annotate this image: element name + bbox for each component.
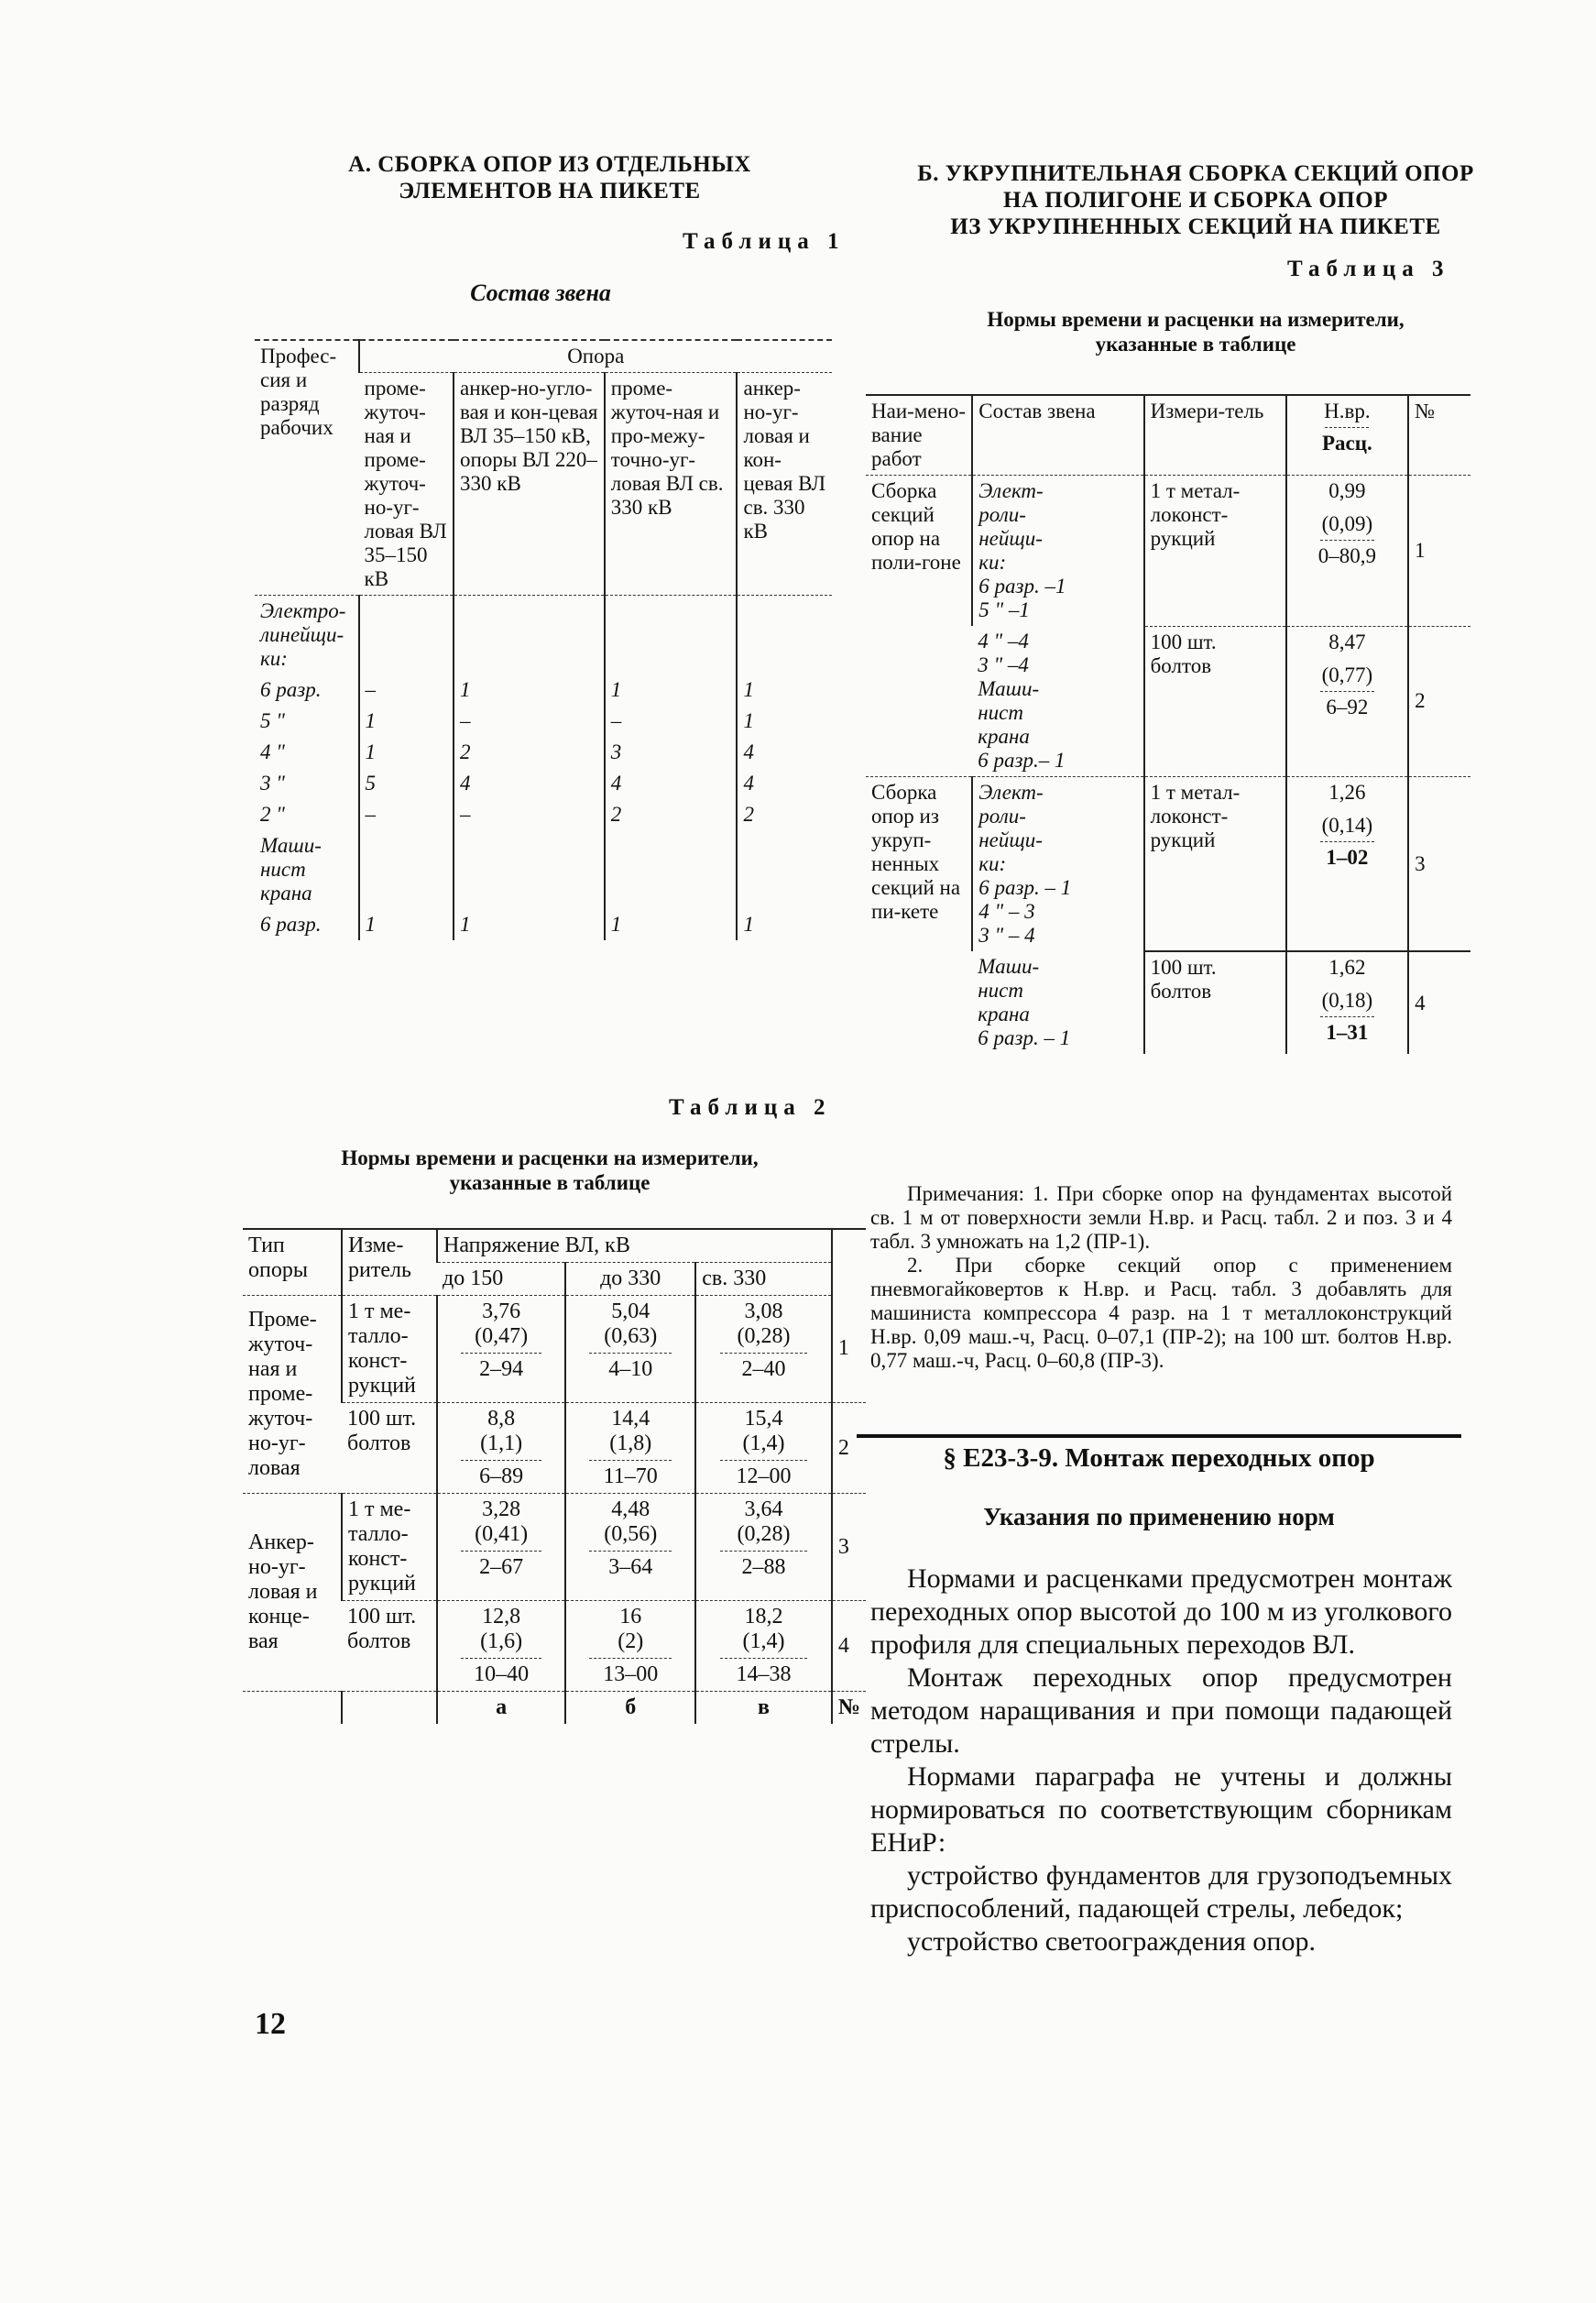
table3-title-line2: указанные в таблице bbox=[1095, 333, 1296, 356]
table1-group-header: Опора bbox=[359, 340, 832, 373]
section-b-heading-line1: Б. УКРУПНИТЕЛЬНАЯ СБОРКА СЕКЦИЙ ОПОР bbox=[917, 161, 1474, 186]
rate-value: 1–02 bbox=[1326, 846, 1369, 869]
table1-cell: 2 bbox=[605, 799, 738, 830]
table3-row-number: 1 bbox=[1408, 476, 1470, 627]
norm-value: 8,8 bbox=[487, 1407, 516, 1431]
norm-value: 1,26 bbox=[1328, 781, 1366, 804]
table2-meter: 1 т ме-талло-конст-рукций bbox=[342, 1494, 437, 1601]
table1-col-header: анкер-но-угло-вая и кон-цевая ВЛ 35–150 кВ, опоры ВЛ 220–330 кВ bbox=[454, 373, 605, 596]
table1-row-label: 3 " bbox=[260, 772, 285, 795]
rate-paren: (0,09) bbox=[1321, 512, 1373, 535]
table3-label: Таблица 3 bbox=[1287, 257, 1450, 281]
section-b-heading-line2: НА ПОЛИГОНЕ И СБОРКА ОПОР bbox=[1003, 188, 1388, 213]
table1-cell: 4 bbox=[737, 737, 832, 768]
table2 bbox=[243, 1228, 866, 1724]
rate-paren: (0,18) bbox=[1321, 989, 1373, 1012]
table2-footer: а bbox=[437, 1692, 565, 1725]
norm-value: 3,08 bbox=[744, 1300, 783, 1323]
table2-meter: 100 шт. болтов bbox=[342, 1403, 437, 1494]
crew-line: 6 разр. – 1 bbox=[978, 1026, 1071, 1049]
crew-line: нист bbox=[978, 701, 1023, 724]
table3-crew bbox=[972, 777, 1143, 952]
rate-paren: (0,77) bbox=[1321, 663, 1373, 686]
table1-cell: 1 bbox=[605, 674, 738, 706]
table1-cell: 1 bbox=[359, 706, 454, 737]
note-1: Примечания: 1. При сборке опор на фундаментах высотой св. 1 м от поверхности земли Н.вр. и Расц. табл. 2 и поз. 3 и 4 табл. 3 умножать на 1,2 (ПР-1). bbox=[870, 1182, 1452, 1253]
table2-row-number: 1 bbox=[832, 1296, 866, 1403]
table1-row-label: 4 " bbox=[260, 740, 285, 763]
table1-cell: – bbox=[454, 706, 605, 737]
rate-paren: (0,14) bbox=[1321, 814, 1373, 837]
table1-col-header: проме-жуточ-ная и проме-жуточ-но-уг-ловая ВЛ 35–150 кВ bbox=[359, 373, 454, 596]
table2-meter: 1 т ме-талло-конст-рукций bbox=[342, 1296, 437, 1403]
table1-cell: – bbox=[359, 674, 454, 706]
norm-value: 4,48 bbox=[611, 1497, 650, 1521]
rate-value: 2–94 bbox=[479, 1357, 524, 1381]
norm-value: 3,76 bbox=[482, 1300, 521, 1323]
paragraph: устройство фундаментов для грузоподъемных приспособлений, падающей стрелы, лебедок; bbox=[870, 1860, 1452, 1924]
rate-value: 0–80,9 bbox=[1317, 544, 1376, 567]
table1-group2-title: Маши-нист крана bbox=[260, 834, 322, 905]
crew-line: 6 разр. – 1 bbox=[978, 876, 1072, 899]
table1-cell: 1 bbox=[605, 909, 738, 940]
table2-row-number: 2 bbox=[832, 1403, 866, 1494]
table1-cell: 1 bbox=[737, 706, 832, 737]
table1-cell: 2 bbox=[737, 799, 832, 830]
rate-paren: (1,8) bbox=[609, 1431, 652, 1455]
notes bbox=[870, 1182, 1452, 1373]
section-e-subheading: Указания по применению норм bbox=[983, 1503, 1335, 1530]
norm-value: 5,04 bbox=[611, 1300, 650, 1323]
crew-line: ки: bbox=[978, 852, 1007, 875]
norm-value: 15,4 bbox=[744, 1407, 783, 1431]
crew-line: 3 " –4 bbox=[978, 653, 1029, 676]
table1-group1-title: Электро-линейщи-ки: bbox=[260, 599, 346, 670]
paragraph: устройство светоограждения опор. bbox=[907, 1926, 1316, 1957]
crew-line: крана bbox=[978, 725, 1030, 748]
paragraph: Нормами параграфа не учтены и должны нормироваться по соответствующим сборникам ЕНиР: bbox=[870, 1761, 1452, 1858]
table1-cell: 1 bbox=[454, 674, 605, 706]
rate-paren: (0,28) bbox=[737, 1324, 791, 1348]
table1-col-header: анкер-но-уг-ловая и кон-цевая ВЛ св. 330 кВ bbox=[737, 373, 832, 596]
rate-paren: (2) bbox=[618, 1629, 644, 1653]
norm-value: 3,28 bbox=[482, 1497, 521, 1521]
table2-header-col: до 150 bbox=[437, 1263, 565, 1296]
crew-line: роли- bbox=[978, 503, 1026, 526]
table1-row-label: 6 разр. bbox=[260, 678, 322, 701]
norm-value: 3,64 bbox=[744, 1497, 783, 1521]
rate-value: 4–10 bbox=[608, 1357, 653, 1381]
table2-title-line2: указанные в таблице bbox=[449, 1171, 650, 1194]
table1-row-label: 6 разр. bbox=[260, 913, 322, 936]
rate-paren: (0,47) bbox=[475, 1324, 529, 1348]
table1-cell: – bbox=[605, 706, 738, 737]
norm-value: 12,8 bbox=[482, 1605, 521, 1629]
table2-label: Таблица 2 bbox=[669, 1095, 832, 1120]
table1-cell: 1 bbox=[359, 737, 454, 768]
table3-work2: Сборка опор из укруп-ненных секций на пи-кете bbox=[871, 781, 961, 923]
table1-cell: 3 bbox=[605, 737, 738, 768]
table2-header-voltage: Напряжение ВЛ, кВ bbox=[437, 1229, 832, 1263]
crew-line: ки: bbox=[978, 551, 1007, 574]
table2-row-number: 4 bbox=[832, 1601, 866, 1692]
table3-header-meter: Измери-тель bbox=[1144, 395, 1286, 476]
crew-line: Элект- bbox=[978, 479, 1044, 502]
table1-cell: 4 bbox=[605, 768, 738, 799]
table2-type1: Проме-жуточ-ная и проме-жуточ-но-уг-ловая bbox=[243, 1296, 342, 1494]
table2-title bbox=[257, 1146, 843, 1195]
table1-cell: – bbox=[359, 799, 454, 830]
table3 bbox=[866, 394, 1470, 1054]
table2-header-col: св. 330 bbox=[695, 1263, 832, 1296]
table1-subtitle: Состав звена bbox=[470, 280, 611, 306]
section-a-heading-line2: ЭЛЕМЕНТОВ НА ПИКЕТЕ bbox=[399, 179, 701, 203]
table1 bbox=[255, 339, 832, 940]
paragraph: Нормами и расценками предусмотрен монтаж переходных опор высотой до 100 м из уголкового профиля для специальных переходов ВЛ. bbox=[870, 1563, 1452, 1660]
table1-cell: 1 bbox=[737, 909, 832, 940]
crew-line: 6 разр. –1 bbox=[978, 575, 1066, 598]
table2-header-meter: Изме-ритель bbox=[342, 1229, 437, 1296]
table2-footer: в bbox=[695, 1692, 832, 1725]
crew-line: 6 разр.– 1 bbox=[978, 749, 1066, 772]
table2-type2: Анкер-но-уг-ловая и конце-вая bbox=[243, 1494, 342, 1692]
table3-work1: Сборка секций опор на поли-гоне bbox=[866, 476, 972, 777]
rate-value: 2–67 bbox=[479, 1555, 524, 1579]
table3-header-norm: Н.вр. bbox=[1324, 400, 1371, 422]
rate-value: 2–88 bbox=[741, 1555, 786, 1579]
rate-value: 1–31 bbox=[1326, 1021, 1369, 1044]
table3-meter: 1 т метал-локонст-рукций bbox=[1144, 777, 1286, 952]
crew-line: нейщи- bbox=[978, 527, 1043, 550]
table2-header-col: до 330 bbox=[565, 1263, 695, 1296]
table2-row-number: 3 bbox=[832, 1494, 866, 1601]
crew-line: крана bbox=[978, 1003, 1030, 1025]
table3-header-name: Наи-мено-вание работ bbox=[866, 395, 972, 476]
rate-value: 3–64 bbox=[608, 1555, 653, 1579]
rate-paren: (1,6) bbox=[480, 1629, 523, 1653]
table1-col-header: проме-жуточ-ная и про-межу-точно-уг-ловая ВЛ св. 330 кВ bbox=[605, 373, 738, 596]
section-b-heading-line3: ИЗ УКРУПНЕННЫХ СЕКЦИЙ НА ПИКЕТЕ bbox=[950, 214, 1441, 239]
rate-value: 11–70 bbox=[603, 1464, 658, 1488]
table2-footer: б bbox=[565, 1692, 695, 1725]
crew-line: 4 " – 3 bbox=[978, 900, 1035, 923]
table3-meter: 1 т метал-локонст-рукций bbox=[1144, 476, 1286, 627]
table1-cell: 4 bbox=[737, 768, 832, 799]
table3-row-number: 4 bbox=[1408, 951, 1470, 1054]
section-e-heading: § Е23-3-9. Монтаж переходных опор bbox=[943, 1443, 1375, 1473]
norm-value: 8,47 bbox=[1328, 630, 1366, 653]
rate-value: 6–89 bbox=[479, 1464, 524, 1488]
table2-title-line1: Нормы времени и расценки на измерители, bbox=[341, 1146, 759, 1169]
table3-crew bbox=[972, 626, 1143, 777]
rate-value: 14–38 bbox=[736, 1662, 792, 1686]
table2-header-type: Тип опоры bbox=[243, 1229, 342, 1296]
table1-cell: 2 bbox=[454, 737, 605, 768]
rate-value: 6–92 bbox=[1326, 695, 1369, 718]
table3-row-number: 2 bbox=[1408, 626, 1470, 777]
crew-line: 3 " – 4 bbox=[978, 924, 1035, 947]
table1-label: Таблица 1 bbox=[683, 229, 846, 254]
table1-row-label: 5 " bbox=[260, 709, 285, 732]
rate-value: 2–40 bbox=[741, 1357, 786, 1381]
table2-meter: 100 шт. болтов bbox=[342, 1601, 437, 1692]
rate-paren: (0,41) bbox=[475, 1522, 529, 1546]
table-row bbox=[243, 1296, 866, 1403]
norm-value: 16 bbox=[619, 1605, 642, 1629]
table3-header-no: № bbox=[1408, 395, 1470, 476]
norm-value: 1,62 bbox=[1328, 956, 1366, 979]
crew-line: 4 " –4 bbox=[978, 630, 1029, 653]
rate-paren: (0,56) bbox=[604, 1522, 658, 1546]
table1-cell: 1 bbox=[454, 909, 605, 940]
table3-header-crew: Состав звена bbox=[972, 395, 1143, 476]
crew-line: Элект- bbox=[978, 781, 1044, 804]
rate-value: 13–00 bbox=[603, 1662, 659, 1686]
table3-meter: 100 шт. болтов bbox=[1144, 951, 1286, 1054]
crew-line: нейщи- bbox=[978, 828, 1043, 851]
table1-cell: 1 bbox=[359, 909, 454, 940]
table1-cell: 1 bbox=[737, 674, 832, 706]
table-row bbox=[866, 777, 1470, 952]
table3-header-rate: Расц. bbox=[1321, 432, 1372, 455]
norm-value: 0,99 bbox=[1328, 479, 1366, 502]
table3-row-number: 3 bbox=[1408, 777, 1470, 952]
rate-value: 10–40 bbox=[474, 1662, 530, 1686]
paragraph: Монтаж переходных опор предусмотрен методом наращивания и при помощи падающей стрелы. bbox=[870, 1662, 1452, 1759]
table2-footer: № bbox=[832, 1692, 866, 1725]
table-row bbox=[866, 476, 1470, 627]
table1-cell: 5 bbox=[359, 768, 454, 799]
section-divider bbox=[857, 1434, 1461, 1438]
rate-paren: (1,4) bbox=[742, 1629, 785, 1653]
rate-paren: (1,4) bbox=[742, 1431, 785, 1455]
table3-title-line1: Нормы времени и расценки на измерители, bbox=[987, 308, 1405, 331]
note-2: 2. При сборке секций опор с применением пневмогайковертов к Н.вр. и Расц. табл. 3 добавлять для машиниста компрессора 4 разр. на 1 т металлоконструкций Н.вр. 0,09 маш.-ч, Расц. 0–07,1 (ПР-2); на 100 шт. болтов Н.вр. 0,77 маш.-ч, Расц. 0–60,8 (ПР-3). bbox=[870, 1254, 1452, 1372]
section-a-heading-line1: А. СБОРКА ОПОР ИЗ ОТДЕЛЬНЫХ bbox=[348, 152, 751, 177]
norm-value: 14,4 bbox=[611, 1407, 650, 1431]
crew-line: роли- bbox=[978, 805, 1026, 828]
rate-paren: (0,28) bbox=[737, 1522, 791, 1546]
rate-paren: (0,63) bbox=[604, 1324, 658, 1348]
table1-cell: – bbox=[454, 799, 605, 830]
rate-value: 12–00 bbox=[736, 1464, 792, 1488]
crew-line: нист bbox=[978, 979, 1023, 1002]
section-e-body bbox=[870, 1563, 1452, 1958]
table1-cell: 4 bbox=[454, 768, 605, 799]
crew-line: Маши- bbox=[978, 677, 1040, 700]
crew-line: Маши- bbox=[978, 955, 1040, 978]
table1-row-label: 2 " bbox=[260, 803, 285, 826]
norm-value: 18,2 bbox=[744, 1605, 783, 1629]
section-b-heading bbox=[902, 160, 1489, 240]
table3-crew bbox=[972, 951, 1143, 1054]
section-a-heading bbox=[275, 151, 825, 204]
table3-meter: 100 шт. болтов bbox=[1144, 626, 1286, 777]
table3-crew bbox=[972, 476, 1143, 627]
crew-line: 5 " –1 bbox=[978, 598, 1030, 621]
table1-col0-header: Профес-сия и разряд рабочих bbox=[255, 340, 359, 596]
table3-title bbox=[902, 307, 1489, 356]
page-number: 12 bbox=[255, 2007, 286, 2041]
rate-paren: (1,1) bbox=[480, 1431, 523, 1455]
table-row bbox=[243, 1494, 866, 1601]
